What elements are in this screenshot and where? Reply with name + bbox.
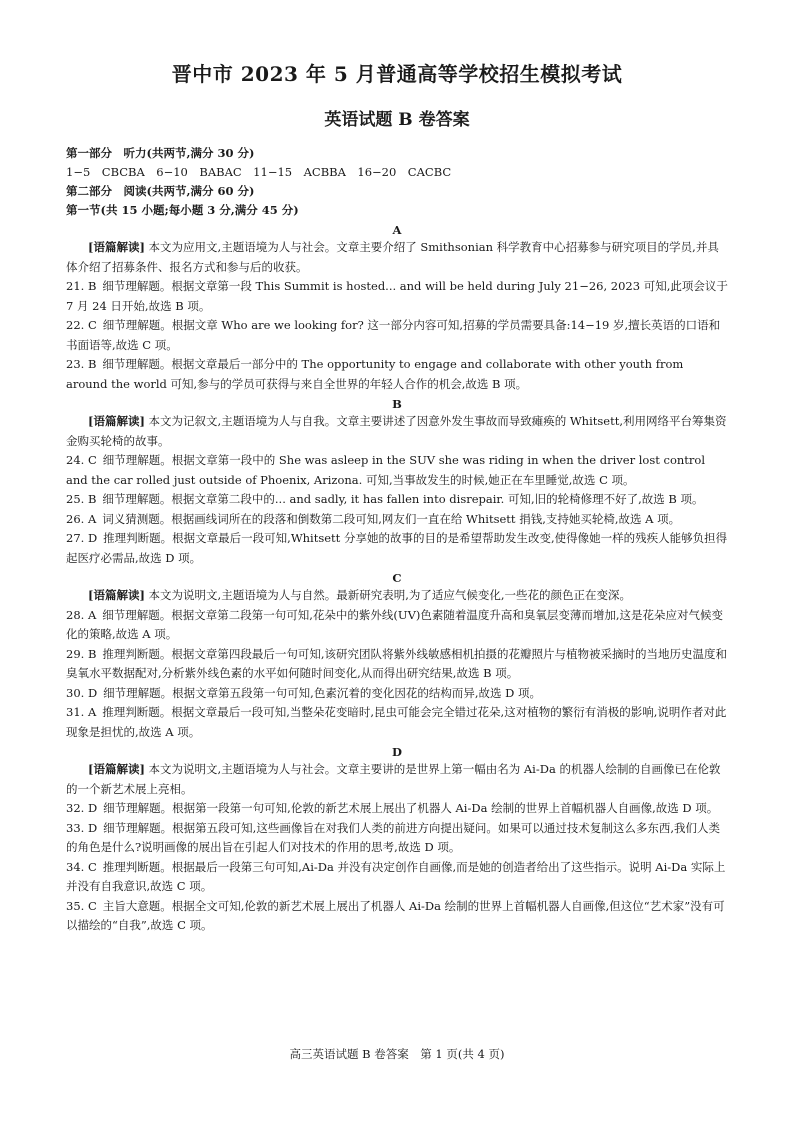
explanation-text: 推理判断题。根据文章最后一段可知,Whitsett 分享她的故事的目的是希望帮助发生改变,使得像她一样的残疾人能够负担得起医疗必需品,故选 D 项。 xyxy=(66,531,728,565)
answer-explanation xyxy=(66,645,728,684)
explanation-text: 细节理解题。根据第五段可知,这些画像旨在对我们人类的前进方向提出疑问。如果可以通过技术复制这么多东西,我们人类的角色是什么?说明画像的展出旨在引起人们对技术的作用的思考,故选 D 项。 xyxy=(66,820,720,854)
section-letter: B xyxy=(392,397,402,411)
answer-explanation xyxy=(66,529,728,568)
page-subtitle: 英语试题 B 卷答案 xyxy=(324,110,470,130)
question-answer: 33. D xyxy=(66,820,98,835)
passage-summary xyxy=(66,238,728,277)
explanation-text: 细节理解题。根据文章第一段中的 She was asleep in the SUV she was riding in when the driver lost control and the car rolled just outside of Phoenix, Arizona. 可知,当事故发生的时候,她正在车里睡觉,故选 C 项。 xyxy=(66,453,706,487)
explanation-text: 词义猜测题。根据画线词所在的段落和倒数第二段可知,网友们一直在给 Whitsett 捐钱,支持她买轮椅,故选 A 项。 xyxy=(102,511,681,526)
part1-heading: 第一部分 听力(共两节,满分 30 分) xyxy=(66,146,255,160)
section-letter: C xyxy=(392,571,402,585)
answer-explanation xyxy=(66,277,728,316)
explanation-text: 细节理解题。根据文章第五段第一句可知,色素沉着的变化因花的结构而异,故选 D 项。 xyxy=(103,685,542,700)
question-answer: 21. B xyxy=(66,279,97,293)
passage-summary-label: [语篇解读] xyxy=(88,414,145,428)
question-answer: 28. A xyxy=(66,607,97,622)
explanation-text: 细节理解题。根据文章最后一部分中的 The opportunity to engage and collaborate with other youth from around the world 可知,参与的学员可获得与来自全世界的年轻人合作的机会,故选 B 项。 xyxy=(66,357,684,391)
passage-summary-label: [语篇解读] xyxy=(88,762,145,776)
question-answer: 31. A xyxy=(66,705,97,719)
question-answer: 34. C xyxy=(66,859,97,874)
section1-heading: 第一节(共 15 小题;每小题 3 分,满分 45 分) xyxy=(66,203,299,217)
explanation-text: 细节理解题。根据文章第二段中的... and sadly, it has fallen into disrepair. 可知,旧的轮椅修理不好了,故选 B 项。 xyxy=(102,492,704,506)
question-answer: 27. D xyxy=(66,531,98,545)
answer-explanation xyxy=(66,858,728,897)
answer-explanation xyxy=(66,684,728,704)
explanation-text: 细节理解题。根据第一段第一句可知,伦敦的新艺术展上展出了机器人 Ai-Da 绘制的世界上首幅机器人自画像,故选 D 项。 xyxy=(103,801,719,815)
question-answer: 22. C xyxy=(66,318,97,332)
page-footer: 高三英语试题 B 卷答案 第 1 页(共 4 页) xyxy=(289,1047,505,1061)
section-letter: A xyxy=(392,223,402,237)
question-answer: 26. A xyxy=(66,511,97,526)
question-answer: 23. B xyxy=(66,357,97,371)
answer-explanation xyxy=(66,897,728,936)
question-answer: 30. D xyxy=(66,685,98,700)
explanation-text: 推理判断题。根据最后一段第三句可知,Ai-Da 并没有决定创作自画像,而是她的创造者给出了这些指示。说明 Ai-Da 实际上并没有自我意识,故选 C 项。 xyxy=(66,859,726,893)
question-answer: 29. B xyxy=(66,646,97,661)
passage-summary-text: 本文为说明文,主题语境为人与自然。最新研究表明,为了适应气候变化,一些花的颜色正在变深。 xyxy=(148,588,632,602)
passage-summary xyxy=(66,412,728,451)
explanation-text: 细节理解题。根据文章第二段第一句可知,花朵中的紫外线(UV)色素随着温度升高和臭氧层变薄而增加,这是花朵应对气候变化的策略,故选 A 项。 xyxy=(66,607,724,641)
explanation-text: 推理判断题。根据文章第四段最后一句可知,该研究团队将紫外线敏感相机拍摄的花瓣照片与植物被采摘时的当地历史温度和臭氧水平数据配对,分析紫外线色素的水平如何随时间变化,从而得出研究结果,故选 B 项。 xyxy=(66,646,728,680)
answer-explanation xyxy=(66,703,728,742)
explanation-text: 推理判断题。根据文章最后一段可知,当整朵花变暗时,昆虫可能会完全错过花朵,这对植物的繁衍有消极的影响,说明作者对此现象是担忧的,故选 A 项。 xyxy=(66,705,727,739)
part2-heading: 第二部分 阅读(共两节,满分 60 分) xyxy=(66,184,255,198)
page-title: 晋中市 2023 年 5 月普通高等学校招生模拟考试 xyxy=(171,62,623,86)
question-answer: 24. C xyxy=(66,453,97,467)
explanation-text: 主旨大意题。根据全文可知,伦敦的新艺术展上展出了机器人 Ai-Da 绘制的世界上首幅机器人自画像,但这位“艺术家”没有可以描绘的“自我”,故选 C 项。 xyxy=(66,898,725,932)
reading-sections xyxy=(66,222,728,936)
answer-explanation xyxy=(66,451,728,490)
passage-summary-text: 本文为说明文,主题语境为人与社会。文章主要讲的是世界上第一幅由名为 Ai-Da 的机器人绘制的自画像已在伦敦的一个新艺术展上亮相。 xyxy=(66,762,721,796)
explanation-text: 细节理解题。根据文章第一段 This Summit is hosted... and will be held during July 21−26, 2023 可知,此项会议于 7 月 24 日开始,故选 B 项。 xyxy=(66,279,728,313)
answer-explanation xyxy=(66,316,728,355)
listening-answers: 1−5 CBCBA 6−10 BABAC 11−15 ACBBA 16−20 CACBC xyxy=(66,165,452,179)
answer-explanation xyxy=(66,606,728,645)
answer-explanation xyxy=(66,819,728,858)
question-answer: 32. D xyxy=(66,801,98,815)
passage-summary xyxy=(66,586,728,606)
answer-explanation xyxy=(66,799,728,819)
answer-explanation xyxy=(66,355,728,394)
passage-summary-text: 本文为记叙文,主题语境为人与自我。文章主要讲述了因意外发生事故而导致瘫痪的 Whitsett,利用网络平台筹集资金购买轮椅的故事。 xyxy=(66,414,727,448)
question-answer: 25. B xyxy=(66,492,97,506)
passage-summary-text: 本文为应用文,主题语境为人与社会。文章主要介绍了 Smithsonian 科学教育中心招募参与研究项目的学员,并具体介绍了招募条件、报名方式和参与后的收获。 xyxy=(66,240,719,274)
answer-explanation xyxy=(66,490,728,510)
answer-explanation xyxy=(66,510,728,530)
passage-summary xyxy=(66,760,728,799)
section-letter: D xyxy=(392,745,402,759)
passage-summary-label: [语篇解读] xyxy=(88,588,145,602)
passage-summary-label: [语篇解读] xyxy=(88,240,145,254)
explanation-text: 细节理解题。根据文章 Who are we looking for? 这一部分内容可知,招募的学员需要具备:14−19 岁,擅长英语的口语和书面语等,故选 C 项。 xyxy=(66,318,721,352)
question-answer: 35. C xyxy=(66,898,97,913)
